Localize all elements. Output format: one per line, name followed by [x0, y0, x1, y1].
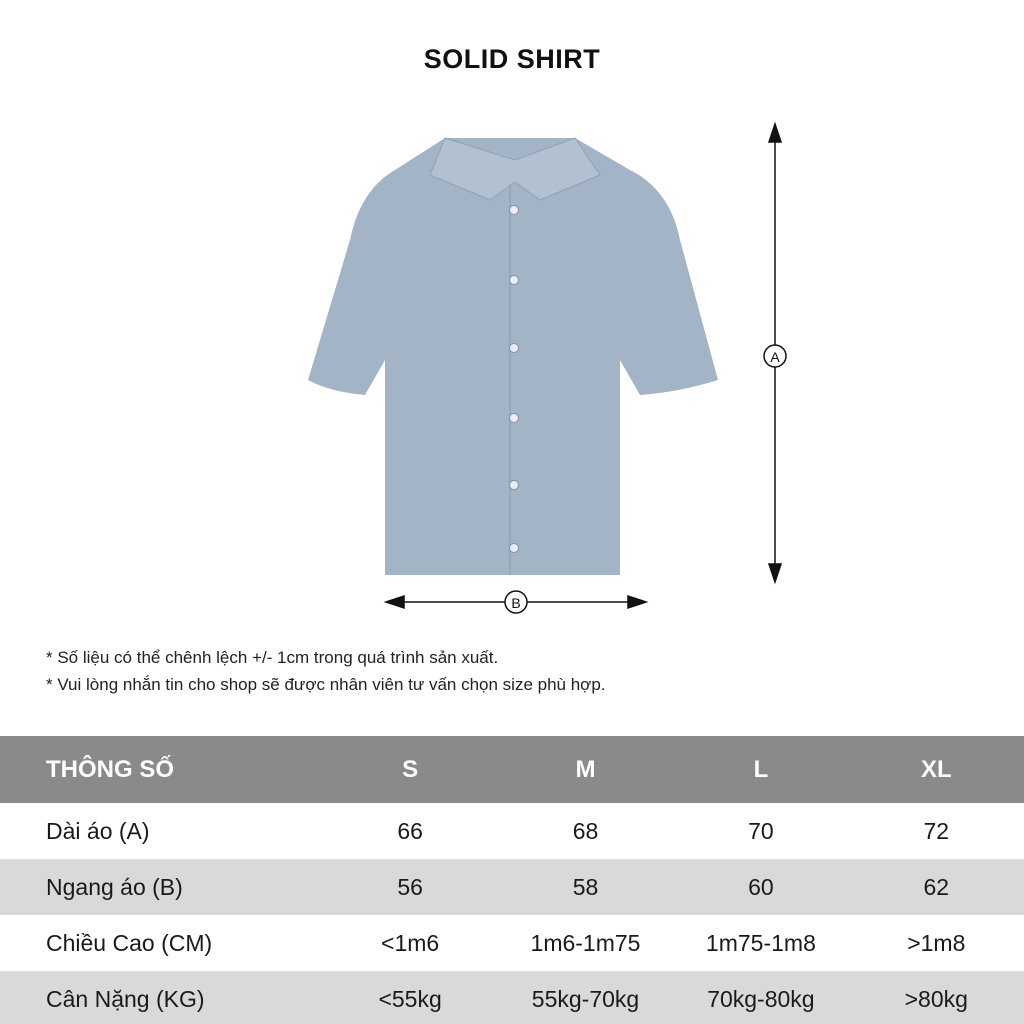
length-label: A [770, 349, 780, 365]
row-label: Dài áo (A) [46, 817, 150, 844]
row-label: Ngang áo (B) [46, 873, 183, 900]
cell: 70 [748, 817, 774, 844]
header-size-s: S [402, 755, 419, 783]
cell: >1m8 [907, 929, 966, 956]
cell: 68 [572, 817, 599, 844]
header-size-xl: XL [920, 755, 952, 783]
table-row [0, 859, 1024, 915]
table-row [0, 971, 1024, 1024]
cell: 56 [397, 873, 423, 900]
note-tolerance: * Số liệu có thể chênh lệch +/- 1cm trong quá trình sản xuất. [46, 648, 499, 667]
header-size-m: M [575, 755, 596, 783]
cell: 1m6-1m75 [530, 929, 641, 956]
row-label: Cân Nặng (KG) [46, 985, 205, 1012]
table-row [0, 915, 1024, 971]
product-title: SOLID SHIRT [423, 44, 601, 74]
table-header [0, 736, 1024, 803]
cell: 62 [923, 873, 950, 900]
size-table [0, 736, 1024, 1024]
header-size-l: L [753, 755, 769, 783]
width-label: B [511, 595, 521, 611]
table-row [0, 803, 1024, 859]
cell: 1m75-1m8 [705, 929, 816, 956]
cell: 66 [397, 817, 423, 844]
cell: <1m6 [381, 929, 440, 956]
row-label: Chiều Cao (CM) [46, 929, 213, 956]
header-spec: THÔNG SỐ [46, 755, 175, 783]
cell: 60 [748, 873, 774, 900]
cell: 72 [923, 817, 950, 844]
cell: 58 [572, 873, 599, 900]
cell: 55kg-70kg [531, 985, 640, 1012]
cell: <55kg [378, 985, 442, 1012]
note-contact: * Vui lòng nhắn tin cho shop sẽ được nhân viên tư vấn chọn size phù hợp. [46, 675, 606, 694]
cell: >80kg [904, 985, 968, 1012]
cell: 70kg-80kg [707, 985, 815, 1012]
